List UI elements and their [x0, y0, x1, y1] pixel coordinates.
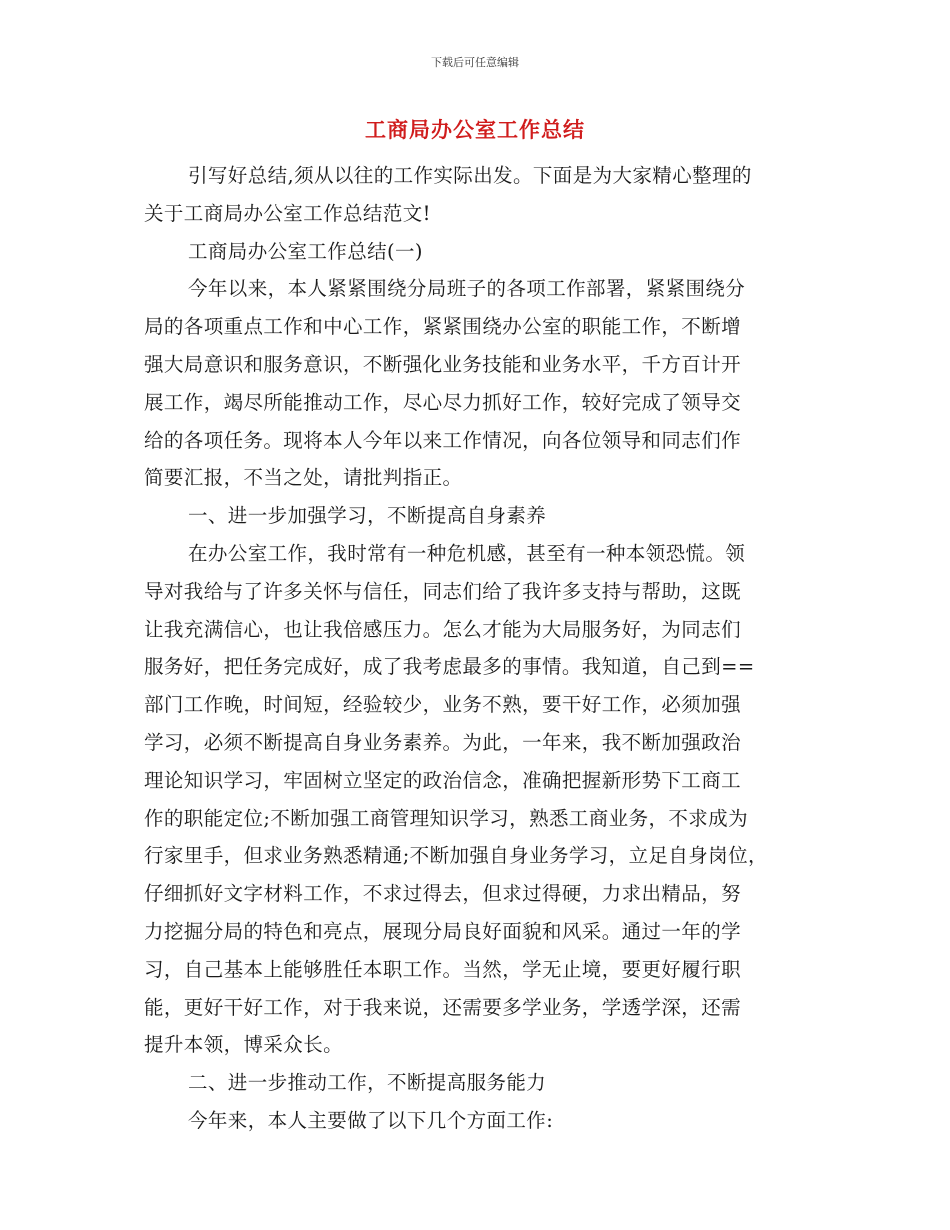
body-line: 行家里手，但求业务熟悉精通;不断加强自身业务学习，立足自身岗位， — [144, 844, 768, 868]
body-line: 提升本领，博采众长。 — [144, 1033, 344, 1057]
body-line: 部门工作晚，时间短，经验较少，业务不熟，要干好工作，必须加强 — [144, 693, 742, 717]
body-line: 导对我给与了许多关怀与信任，同志们给了我许多支持与帮助，这既 — [144, 579, 742, 603]
body-line: 习，自己基本上能够胜任本职工作。当然，学无止境，要更好履行职 — [144, 957, 742, 981]
body-line: 今年以来，本人紧紧围绕分局班子的各项工作部署，紧紧围绕分 — [188, 277, 746, 301]
body-line: 作的职能定位;不断加强工商管理知识学习，熟悉工商业务，不求成为 — [144, 806, 748, 830]
body-line: 在办公室工作，我时常有一种危机感，甚至有一种本领恐慌。领 — [188, 541, 746, 565]
body-line: 理论知识学习，牢固树立坚定的政治信念，准确把握新形势下工商工 — [144, 768, 742, 792]
body-line: 能，更好干好工作，对于我来说，还需要多学业务，学透学深，还需 — [144, 995, 742, 1019]
body-line: 强大局意识和服务意识，不断强化业务技能和业务水平，千方百计开 — [144, 352, 742, 376]
body-line: 展工作，竭尽所能推动工作，尽心尽力抓好工作，较好完成了领导交 — [144, 390, 742, 414]
document-body — [144, 157, 816, 1140]
body-line: 仔细抓好文字材料工作，不求过得去，但求过得硬，力求出精品，努 — [144, 882, 742, 906]
body-line: 服务好，把任务完成好，成了我考虑最多的事情。我知道，自己到== — [144, 655, 755, 679]
body-line: 让我充满信心，也让我倍感压力。怎么才能为大局服务好，为同志们 — [144, 617, 742, 641]
document-title: 工商局办公室工作总结 — [365, 118, 585, 142]
body-line: 学习，必须不断提高自身业务素养。为此，一年来，我不断加强政治 — [144, 730, 742, 754]
body-line: 工商局办公室工作总结(一) — [188, 239, 423, 263]
body-line: 今年来，本人主要做了以下几个方面工作: — [188, 1108, 554, 1132]
body-line: 关于工商局办公室工作总结范文! — [144, 201, 431, 225]
body-line: 局的各项重点工作和中心工作，紧紧围绕办公室的职能工作，不断增 — [144, 315, 742, 339]
body-line: 二、进一步推动工作，不断提高服务能力 — [188, 1071, 547, 1095]
body-line: 给的各项任务。现将本人今年以来工作情况，向各位领导和同志们作 — [144, 428, 742, 452]
body-line: 一、进一步加强学习，不断提高自身素养 — [188, 504, 547, 528]
body-line: 引写好总结,须从以往的工作实际出发。下面是为大家精心整理的 — [188, 164, 752, 187]
body-line: 简要汇报，不当之处，请批判指正。 — [144, 466, 463, 490]
header-note: 下载后可任意编辑 — [431, 56, 519, 69]
body-line: 力挖掘分局的特色和亮点，展现分局良好面貌和风采。通过一年的学 — [144, 919, 742, 943]
